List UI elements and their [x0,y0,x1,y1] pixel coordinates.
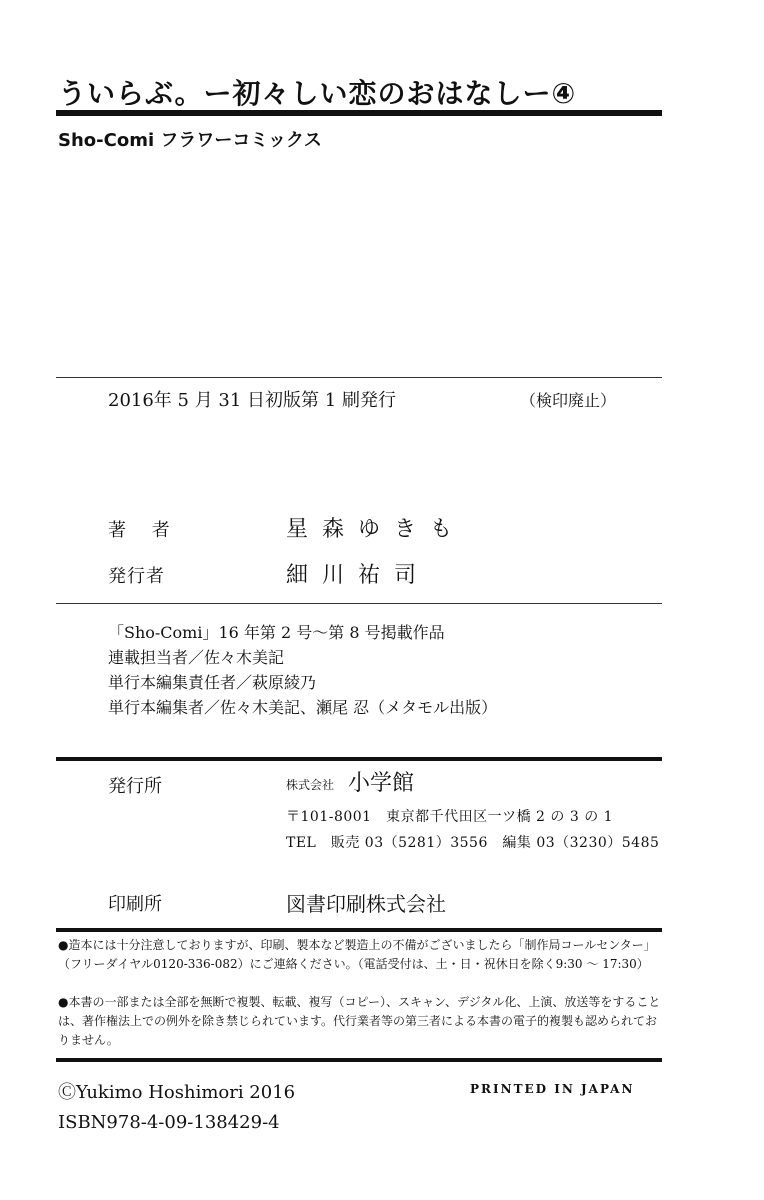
notice-defects: ●造本には十分注意しておりますが、印刷、製本など製造上の不備がございましたら「制作局コールセンター」（フリーダイヤル0120-336-082）にご連絡ください。（電話受付は、土・日・祝休日を除く9:30 〜 17:30） [58,938,656,971]
notice-copyright: ●本書の一部または全部を無断で複製、転載、複写（コピー）、スキャン、デジタル化、上演、放送等をすることは、著作権法上での例外を除き禁じられています。代行業者等の第三者による本書の電子的複製も認められておりません。 [58,995,661,1047]
printer-name: 図書印刷株式会社 [286,892,446,916]
publisher-role: 発行者 [108,566,165,587]
credit-line: 「Sho-Comi」16 年第 2 号〜第 8 号掲載作品 [108,623,445,642]
publication-date: 2016年 5 月 31 日初版第 1 刷発行 [108,390,396,411]
divider [56,603,662,604]
printer-label: 印刷所 [108,894,162,915]
section-rule [56,757,662,761]
publisher-name: 細川祐司 [286,563,431,588]
printed-in-japan: PRINTED IN JAPAN [470,1082,635,1096]
company-kind: 株式会社 [286,778,335,792]
copyright-line: ⒸYukimo Hoshimori 2016 [58,1082,296,1103]
isbn: ISBN978-4-09-138429-4 [58,1112,280,1133]
author-name: 星森ゆきも [286,517,467,542]
book-title: ういらぶ。ー初々しい恋のおはなしー④ [58,77,577,110]
divider [56,377,662,378]
title-rule [56,110,662,116]
company-name: 小学館 [348,771,415,796]
company-address: 〒101-8001 東京都千代田区一ツ橋 2 の 3 の 1 [286,809,614,825]
comics-label: Sho-Comi フラワーコミックス [58,130,322,151]
credit-line: 連載担当者／佐々木美記 [108,648,285,667]
author-role: 著 者 [108,520,180,541]
credit-line: 単行本編集責任者／萩原綾乃 [108,673,317,692]
section-rule [56,1058,662,1062]
seal-note: （検印廃止） [520,391,617,410]
office-label: 発行所 [108,776,162,797]
credit-line: 単行本編集者／佐々木美記、瀬尾 忍（メタモル出版） [108,698,498,717]
section-rule [56,928,662,932]
company-tel: TEL 販売 03（5281）3556 編集 03（3230）5485 [286,835,660,851]
